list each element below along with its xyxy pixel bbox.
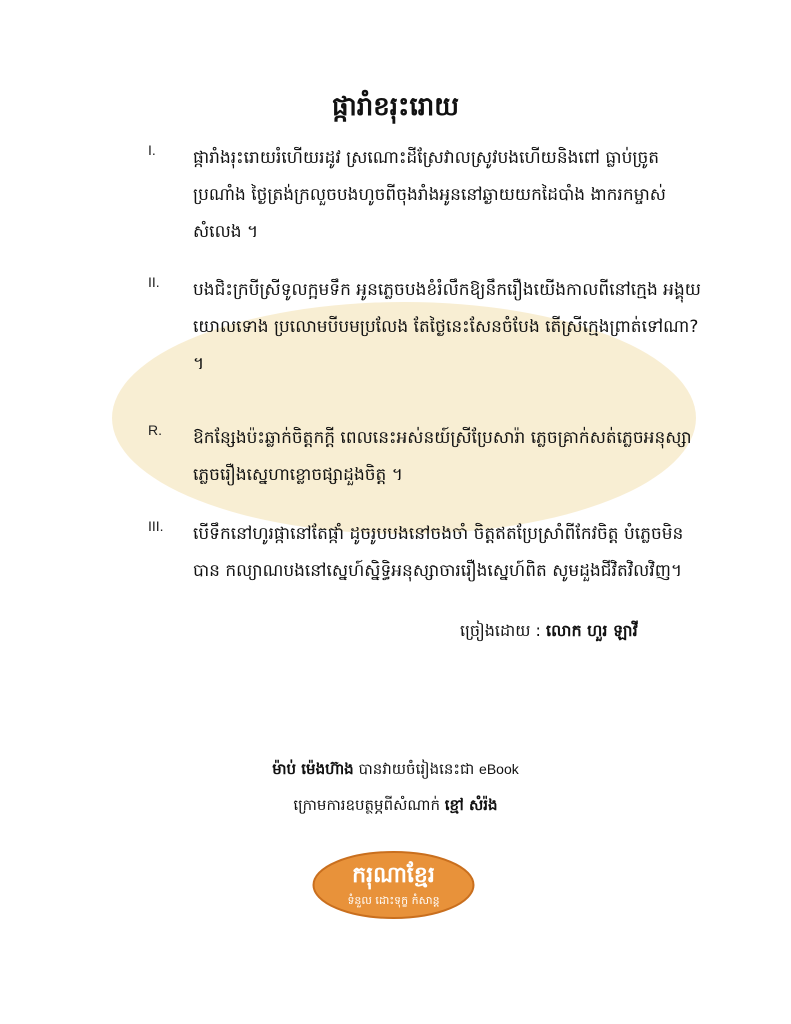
verse-text: ឱកន្សែងប៉ះឆ្លាក់ចិត្តកក្តី ពេលនេះអស់នយ៍ស្រីប្រែសារ៉ា ភ្លេចគ្រាក់សត់ភ្លេចអនុស្សា ភ្លេចរឿងស្នេហាខ្លោចផ្សាដួងចិត្ត ។ xyxy=(193,428,692,485)
singer-credit xyxy=(460,620,638,644)
sponsor-text: ក្រោមការឧបត្ថម្ភពីសំណាក់ xyxy=(293,796,440,814)
typist-credit xyxy=(0,760,791,782)
verse-number: II. xyxy=(148,274,160,290)
sponsor-name: ខ្មៅ សំរ៉ង xyxy=(444,796,498,814)
typist-name: ម៉ាប់ ម៉េងហ៊ាង xyxy=(272,760,354,778)
credit-label: ច្រៀងដោយ : xyxy=(460,621,541,640)
sponsor-credit xyxy=(0,796,791,818)
verse-number: I. xyxy=(148,142,156,158)
typist-text: បានវាយចំរៀងនេះជា xyxy=(358,760,475,778)
logo-subtitle: ទំនួល ដោះទុក្ខ កំសាន្ត xyxy=(347,894,440,907)
logo-title: ករុណាខ្មែរ xyxy=(352,863,435,888)
verse-text: បើទឹកនៅហូរផ្កានៅតែផ្កាំ ដូចរូបបងនៅចងចាំ ចិត្តឥតប្រែស្រាំពីកែវចិត្ត បំភ្លេចមិន បាន កល្យាណបងនៅស្នេហ៍ស្និទ្ធិអនុស្សាចាររឿងស្នេហ៍ពិត សូមដួងជីវិតវិលវិញ។ xyxy=(193,524,684,581)
singer-name: លោក ហួរ ឡាវី xyxy=(546,621,638,640)
verse-text: បងជិះក្របីស្រីទូលក្អមទឹក អូនភ្លេចបងខំរំលឹកឱ្យនឹករឿងយើងកាលពីនៅក្មេង អង្គុយ យោលទោង ប្រលោមបីបមប្រលែង តែថ្ងៃនេះសែនចំបែង តើស្រីក្មេងព្រាត់ទៅណា? ។ xyxy=(193,280,701,374)
verse-text: ផ្ការាំងរុះរោយរំហើយរដូវ ស្រណោះដីស្រែវាលស្រូវបងហើយនិងពៅ ធ្លាប់ច្រូត ប្រណាំង ថ្ងៃត្រង់ក្រលួចបងហូចពីចុងរាំងអូននៅឆ្ងាយយកដៃបាំង ងាករកម្ចាស់សំលេង ។ xyxy=(193,148,666,242)
ebook-label: eBook xyxy=(479,761,519,777)
verse-number: R. xyxy=(148,422,162,438)
karuna-khmer-logo xyxy=(312,850,475,920)
verse-number: III. xyxy=(148,518,164,534)
page-title: ផ្ការាំខរុះរោយ xyxy=(332,92,459,122)
